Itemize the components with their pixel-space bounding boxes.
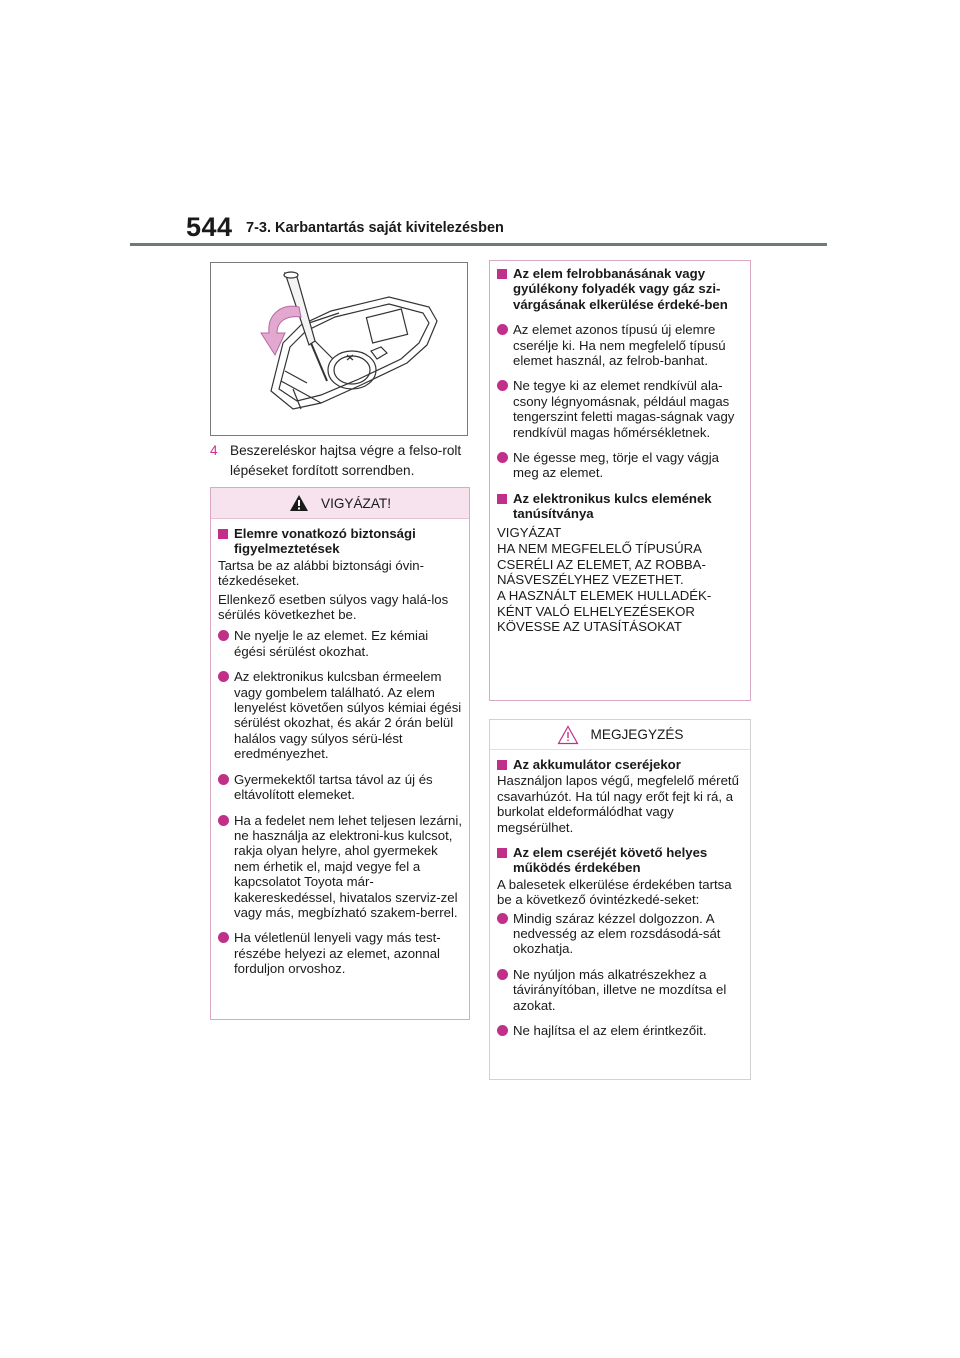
warning-bullet: Gyermekektől tartsa távol az új és eltávolított elemeket. <box>218 772 462 803</box>
key-battery-illustration <box>210 262 468 436</box>
certificate-line: VIGYÁZAT <box>497 524 562 540</box>
page-number: 544 <box>186 212 233 242</box>
step-4 <box>210 441 470 481</box>
note-bullet: Ne hajlítsa el az elem érintkezőit. <box>497 1023 743 1038</box>
note-text-1: Használjon lapos végű, megfelelő méretű csavarhúzót. Ha túl nagy erőt fejt ki rá, a burkolat eldeformálódhat vagy megsérülhet. <box>497 773 739 835</box>
warning-bullet: Ne nyelje le az elemet. Ez kémiai égési sérülést okozhat. <box>218 628 462 659</box>
step-number: 4 <box>210 443 218 458</box>
battery-replacement-diagram <box>211 263 467 435</box>
header-rule <box>130 243 827 246</box>
note-bullet: Ne nyúljon más alkatrészekhez a távirányítóban, illetve ne mozdítsa el azokat. <box>497 967 743 1013</box>
note-header <box>490 720 750 750</box>
warning-triangle-icon <box>289 494 309 512</box>
warning-intro-1: Tartsa be az alábbi biztonsági óvin-tézkedéseket. <box>218 557 424 589</box>
caution-bullet: Ne tegye ki az elemet rendkívül ala-csony légnyomásnak, például magas tengerszint feletti magas-ságnak vagy rendkívül magas hőmérsékletnek. <box>497 378 743 440</box>
warning-intro-2: Ellenkező esetben súlyos vagy halá-los sérülés következhet be. <box>218 591 449 623</box>
certificate-line: HA NEM MEGFELELŐ TÍPUSÚRA CSERÉLI AZ ELEMET, AZ ROBBA-NÁSVESZÉLYHEZ VEZETHET. <box>497 541 706 587</box>
warning-bullet: Az elektronikus kulcsban érmeelem vagy gombelem található. Az elem lenyelést követően súlyos kémiai égési sérülést okozhat, és akár 2 órán belül halálos vagy súlyos sérü-lést eredményezhet. <box>218 669 462 761</box>
note-heading-2: Az elem cseréjét követő helyes működés érdekében <box>497 845 743 876</box>
caution-heading-1: Az elem felrobbanásának vagy gyúlékony folyadék vagy gáz szi-várgásának elkerülése érdeké-ben <box>497 266 743 312</box>
warning-heading: Elemre vonatkozó biztonsági figyelmeztetések <box>218 526 462 557</box>
battery-safety-box <box>489 260 751 701</box>
step-text: Beszereléskor hajtsa végre a felso-rolt lépéseket fordított sorrendben. <box>230 443 462 478</box>
note-bullet: Mindig száraz kézzel dolgozzon. A nedvesség az elem rozsdásodá-sát okozhatja. <box>497 911 743 957</box>
warning-header <box>211 488 469 519</box>
note-title: MEGJEGYZÉS <box>590 727 684 742</box>
caution-heading-2: Az elektronikus kulcs elemének tanúsítványa <box>497 491 743 522</box>
caution-bullet: Ne égesse meg, törje el vagy vágja meg az elemet. <box>497 450 743 481</box>
note-text-2: A balesetek elkerülése érdekében tartsa be a következő óvintézkedé-seket: <box>497 876 732 908</box>
caution-bullet: Az elemet azonos típusú új elemre cserélje ki. Ha nem megfelelő típusú elemet használ, az felrob-banhat. <box>497 322 743 368</box>
warning-title: VIGYÁZAT! <box>321 495 391 511</box>
note-triangle-icon <box>557 725 579 745</box>
certificate-line: A HASZNÁLT ELEMEK HULLADÉK-KÉNT VALÓ ELHELYEZÉSEKOR KÖVESSE AZ UTASÍTÁSOKAT <box>497 588 712 635</box>
note-heading-1: Az akkumulátor cseréjekor <box>497 757 743 772</box>
warning-bullet: Ha a fedelet nem lehet teljesen lezárni, ne használja az elektroni-kus kulcsot, rakja olyan helyre, ahol gyermekek nem érhetik el, majd vegye fel a kapcsolatot Toyota már-kakereskedéssel, hivatalos szerviz-zel vagy más, megbízható szakem-berrel. <box>218 813 462 921</box>
warning-box <box>210 487 470 1020</box>
section-title: 7-3. Karbantartás saját kivitelezésben <box>246 220 504 236</box>
note-box <box>489 719 751 1080</box>
warning-bullet: Ha véletlenül lenyeli vagy más test-részébe helyezi az elemet, azonnal forduljon orvoshoz. <box>218 930 462 976</box>
